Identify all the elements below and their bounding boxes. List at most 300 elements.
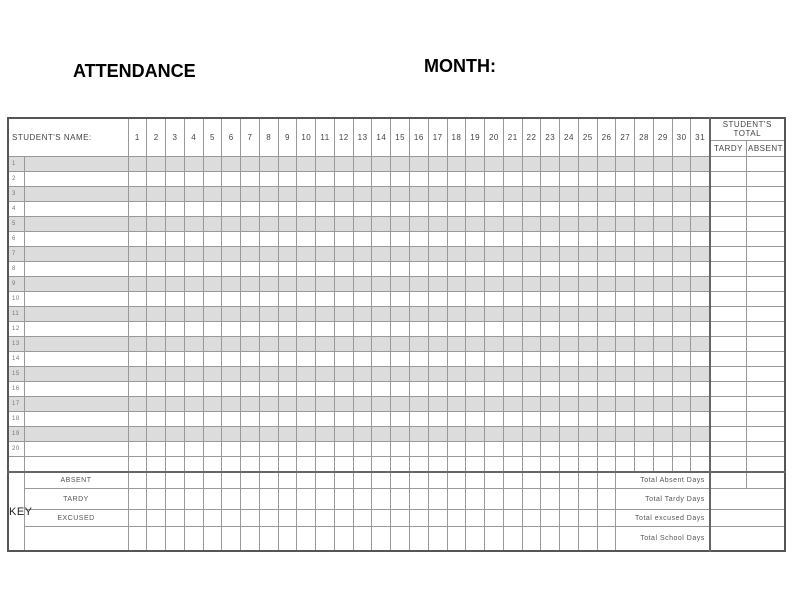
- student-name-cell[interactable]: [24, 217, 128, 232]
- attendance-cell[interactable]: [578, 337, 597, 352]
- attendance-cell[interactable]: [653, 367, 672, 382]
- attendance-cell[interactable]: [334, 307, 353, 322]
- attendance-cell[interactable]: [203, 352, 222, 367]
- attendance-cell[interactable]: [316, 457, 335, 473]
- student-name-cell[interactable]: [24, 427, 128, 442]
- attendance-cell[interactable]: [353, 262, 372, 277]
- attendance-cell[interactable]: [635, 442, 654, 457]
- attendance-cell[interactable]: [128, 217, 147, 232]
- attendance-cell[interactable]: [597, 337, 616, 352]
- attendance-cell[interactable]: [691, 292, 710, 307]
- attendance-cell[interactable]: [522, 202, 541, 217]
- attendance-cell[interactable]: [391, 337, 410, 352]
- attendance-cell[interactable]: [334, 187, 353, 202]
- attendance-cell[interactable]: [578, 202, 597, 217]
- attendance-cell[interactable]: [128, 412, 147, 427]
- attendance-cell[interactable]: [184, 337, 203, 352]
- absent-total-cell[interactable]: [747, 337, 785, 352]
- key-cell[interactable]: [241, 489, 260, 510]
- attendance-cell[interactable]: [222, 367, 241, 382]
- attendance-cell[interactable]: [560, 322, 579, 337]
- key-cell[interactable]: [316, 489, 335, 510]
- attendance-cell[interactable]: [466, 247, 485, 262]
- attendance-cell[interactable]: [259, 277, 278, 292]
- attendance-cell[interactable]: [635, 247, 654, 262]
- attendance-cell[interactable]: [278, 187, 297, 202]
- attendance-cell[interactable]: [485, 337, 504, 352]
- attendance-cell[interactable]: [466, 307, 485, 322]
- attendance-cell[interactable]: [372, 157, 391, 172]
- attendance-cell[interactable]: [485, 322, 504, 337]
- attendance-cell[interactable]: [259, 262, 278, 277]
- attendance-cell[interactable]: [485, 352, 504, 367]
- attendance-cell[interactable]: [391, 382, 410, 397]
- attendance-cell[interactable]: [672, 247, 691, 262]
- attendance-cell[interactable]: [447, 232, 466, 247]
- key-cell[interactable]: [372, 489, 391, 510]
- attendance-cell[interactable]: [522, 172, 541, 187]
- attendance-cell[interactable]: [447, 397, 466, 412]
- key-cell[interactable]: [166, 472, 185, 489]
- attendance-cell[interactable]: [372, 202, 391, 217]
- attendance-cell[interactable]: [372, 367, 391, 382]
- attendance-cell[interactable]: [297, 397, 316, 412]
- attendance-cell[interactable]: [241, 262, 260, 277]
- attendance-cell[interactable]: [353, 412, 372, 427]
- key-cell[interactable]: [278, 527, 297, 552]
- attendance-cell[interactable]: [466, 367, 485, 382]
- attendance-cell[interactable]: [241, 427, 260, 442]
- attendance-cell[interactable]: [428, 307, 447, 322]
- attendance-cell[interactable]: [184, 382, 203, 397]
- attendance-cell[interactable]: [503, 457, 522, 473]
- attendance-cell[interactable]: [316, 352, 335, 367]
- attendance-cell[interactable]: [691, 442, 710, 457]
- attendance-cell[interactable]: [203, 247, 222, 262]
- attendance-cell[interactable]: [259, 322, 278, 337]
- attendance-cell[interactable]: [691, 232, 710, 247]
- key-cell[interactable]: [203, 527, 222, 552]
- attendance-cell[interactable]: [635, 412, 654, 427]
- attendance-cell[interactable]: [334, 337, 353, 352]
- attendance-cell[interactable]: [278, 457, 297, 473]
- attendance-cell[interactable]: [503, 382, 522, 397]
- attendance-cell[interactable]: [372, 307, 391, 322]
- attendance-cell[interactable]: [297, 307, 316, 322]
- attendance-cell[interactable]: [503, 322, 522, 337]
- attendance-cell[interactable]: [241, 232, 260, 247]
- attendance-cell[interactable]: [653, 337, 672, 352]
- attendance-cell[interactable]: [503, 247, 522, 262]
- attendance-cell[interactable]: [166, 247, 185, 262]
- absent-total-cell[interactable]: [747, 307, 785, 322]
- key-cell[interactable]: [147, 510, 166, 527]
- attendance-cell[interactable]: [653, 157, 672, 172]
- attendance-cell[interactable]: [297, 322, 316, 337]
- attendance-cell[interactable]: [428, 232, 447, 247]
- attendance-cell[interactable]: [541, 157, 560, 172]
- attendance-cell[interactable]: [203, 202, 222, 217]
- attendance-cell[interactable]: [466, 352, 485, 367]
- attendance-cell[interactable]: [466, 172, 485, 187]
- attendance-cell[interactable]: [691, 202, 710, 217]
- key-cell[interactable]: [278, 510, 297, 527]
- attendance-cell[interactable]: [503, 157, 522, 172]
- attendance-cell[interactable]: [241, 307, 260, 322]
- attendance-cell[interactable]: [672, 202, 691, 217]
- attendance-cell[interactable]: [410, 412, 429, 427]
- key-cell[interactable]: [447, 527, 466, 552]
- student-name-cell[interactable]: [24, 157, 128, 172]
- attendance-cell[interactable]: [522, 412, 541, 427]
- key-cell[interactable]: [428, 472, 447, 489]
- attendance-cell[interactable]: [578, 322, 597, 337]
- attendance-cell[interactable]: [184, 322, 203, 337]
- attendance-cell[interactable]: [616, 157, 635, 172]
- attendance-cell[interactable]: [541, 262, 560, 277]
- attendance-cell[interactable]: [147, 232, 166, 247]
- attendance-cell[interactable]: [203, 262, 222, 277]
- attendance-cell[interactable]: [391, 352, 410, 367]
- attendance-cell[interactable]: [391, 217, 410, 232]
- attendance-cell[interactable]: [485, 202, 504, 217]
- attendance-cell[interactable]: [334, 442, 353, 457]
- attendance-cell[interactable]: [166, 442, 185, 457]
- attendance-cell[interactable]: [278, 427, 297, 442]
- attendance-cell[interactable]: [166, 367, 185, 382]
- attendance-cell[interactable]: [147, 217, 166, 232]
- attendance-cell[interactable]: [353, 307, 372, 322]
- key-cell[interactable]: [560, 489, 579, 510]
- attendance-cell[interactable]: [578, 307, 597, 322]
- attendance-cell[interactable]: [222, 262, 241, 277]
- attendance-cell[interactable]: [410, 262, 429, 277]
- attendance-cell[interactable]: [372, 247, 391, 262]
- key-cell[interactable]: [297, 510, 316, 527]
- attendance-cell[interactable]: [128, 262, 147, 277]
- attendance-cell[interactable]: [503, 202, 522, 217]
- attendance-cell[interactable]: [203, 427, 222, 442]
- attendance-cell[interactable]: [466, 232, 485, 247]
- attendance-cell[interactable]: [334, 277, 353, 292]
- attendance-cell[interactable]: [616, 367, 635, 382]
- attendance-cell[interactable]: [503, 427, 522, 442]
- attendance-cell[interactable]: [372, 382, 391, 397]
- attendance-cell[interactable]: [147, 397, 166, 412]
- attendance-cell[interactable]: [278, 382, 297, 397]
- attendance-cell[interactable]: [391, 202, 410, 217]
- attendance-cell[interactable]: [278, 307, 297, 322]
- absent-total-cell[interactable]: [747, 352, 785, 367]
- key-cell[interactable]: [578, 472, 597, 489]
- attendance-cell[interactable]: [259, 412, 278, 427]
- attendance-cell[interactable]: [672, 292, 691, 307]
- key-cell[interactable]: [222, 527, 241, 552]
- attendance-cell[interactable]: [428, 277, 447, 292]
- attendance-cell[interactable]: [597, 442, 616, 457]
- attendance-cell[interactable]: [297, 427, 316, 442]
- attendance-cell[interactable]: [166, 277, 185, 292]
- key-cell[interactable]: [560, 510, 579, 527]
- key-cell[interactable]: [316, 472, 335, 489]
- attendance-cell[interactable]: [147, 157, 166, 172]
- attendance-cell[interactable]: [616, 217, 635, 232]
- attendance-cell[interactable]: [222, 337, 241, 352]
- attendance-cell[interactable]: [578, 412, 597, 427]
- attendance-cell[interactable]: [466, 292, 485, 307]
- attendance-cell[interactable]: [203, 277, 222, 292]
- attendance-cell[interactable]: [222, 247, 241, 262]
- attendance-cell[interactable]: [278, 412, 297, 427]
- attendance-cell[interactable]: [410, 337, 429, 352]
- attendance-cell[interactable]: [635, 397, 654, 412]
- attendance-cell[interactable]: [128, 277, 147, 292]
- attendance-cell[interactable]: [391, 247, 410, 262]
- attendance-cell[interactable]: [166, 232, 185, 247]
- attendance-cell[interactable]: [316, 187, 335, 202]
- attendance-cell[interactable]: [353, 292, 372, 307]
- attendance-cell[interactable]: [672, 217, 691, 232]
- key-cell[interactable]: [166, 510, 185, 527]
- attendance-cell[interactable]: [316, 427, 335, 442]
- attendance-cell[interactable]: [147, 292, 166, 307]
- attendance-cell[interactable]: [428, 322, 447, 337]
- attendance-cell[interactable]: [353, 457, 372, 473]
- key-cell[interactable]: [522, 489, 541, 510]
- key-cell[interactable]: [259, 472, 278, 489]
- attendance-cell[interactable]: [466, 427, 485, 442]
- attendance-cell[interactable]: [428, 382, 447, 397]
- attendance-cell[interactable]: [485, 217, 504, 232]
- attendance-cell[interactable]: [466, 262, 485, 277]
- attendance-cell[interactable]: [428, 412, 447, 427]
- attendance-cell[interactable]: [691, 262, 710, 277]
- attendance-cell[interactable]: [316, 442, 335, 457]
- attendance-cell[interactable]: [616, 412, 635, 427]
- attendance-cell[interactable]: [297, 352, 316, 367]
- attendance-cell[interactable]: [578, 277, 597, 292]
- attendance-cell[interactable]: [466, 202, 485, 217]
- tardy-total-cell[interactable]: [710, 172, 747, 187]
- attendance-cell[interactable]: [203, 337, 222, 352]
- key-cell[interactable]: [466, 489, 485, 510]
- attendance-cell[interactable]: [597, 367, 616, 382]
- attendance-cell[interactable]: [222, 307, 241, 322]
- attendance-cell[interactable]: [578, 427, 597, 442]
- attendance-cell[interactable]: [522, 157, 541, 172]
- attendance-cell[interactable]: [372, 187, 391, 202]
- attendance-cell[interactable]: [578, 232, 597, 247]
- summary-value-cell[interactable]: [710, 489, 785, 510]
- attendance-cell[interactable]: [616, 292, 635, 307]
- attendance-cell[interactable]: [372, 412, 391, 427]
- absent-total-cell[interactable]: [747, 412, 785, 427]
- attendance-cell[interactable]: [184, 232, 203, 247]
- attendance-cell[interactable]: [541, 397, 560, 412]
- attendance-cell[interactable]: [241, 247, 260, 262]
- attendance-cell[interactable]: [203, 292, 222, 307]
- key-cell[interactable]: [541, 527, 560, 552]
- student-name-cell[interactable]: [24, 337, 128, 352]
- attendance-cell[interactable]: [672, 352, 691, 367]
- attendance-cell[interactable]: [635, 202, 654, 217]
- attendance-cell[interactable]: [560, 307, 579, 322]
- tardy-total-cell[interactable]: [710, 382, 747, 397]
- attendance-cell[interactable]: [672, 457, 691, 473]
- key-cell[interactable]: [391, 510, 410, 527]
- attendance-cell[interactable]: [166, 292, 185, 307]
- attendance-cell[interactable]: [485, 247, 504, 262]
- attendance-cell[interactable]: [428, 247, 447, 262]
- attendance-cell[interactable]: [166, 337, 185, 352]
- attendance-cell[interactable]: [522, 217, 541, 232]
- key-cell[interactable]: [316, 510, 335, 527]
- tardy-total-cell[interactable]: [710, 352, 747, 367]
- attendance-cell[interactable]: [184, 247, 203, 262]
- attendance-cell[interactable]: [166, 172, 185, 187]
- attendance-cell[interactable]: [447, 337, 466, 352]
- student-name-cell[interactable]: [24, 262, 128, 277]
- key-cell[interactable]: [128, 489, 147, 510]
- absent-total-cell[interactable]: [747, 202, 785, 217]
- key-cell[interactable]: [410, 489, 429, 510]
- attendance-cell[interactable]: [278, 367, 297, 382]
- attendance-cell[interactable]: [203, 382, 222, 397]
- attendance-cell[interactable]: [222, 352, 241, 367]
- attendance-cell[interactable]: [597, 277, 616, 292]
- key-cell[interactable]: [541, 472, 560, 489]
- attendance-cell[interactable]: [635, 367, 654, 382]
- attendance-cell[interactable]: [560, 352, 579, 367]
- attendance-cell[interactable]: [635, 172, 654, 187]
- attendance-cell[interactable]: [447, 412, 466, 427]
- attendance-cell[interactable]: [691, 337, 710, 352]
- attendance-cell[interactable]: [372, 442, 391, 457]
- attendance-cell[interactable]: [578, 367, 597, 382]
- attendance-cell[interactable]: [447, 457, 466, 473]
- attendance-cell[interactable]: [278, 292, 297, 307]
- attendance-cell[interactable]: [560, 172, 579, 187]
- attendance-cell[interactable]: [541, 337, 560, 352]
- attendance-cell[interactable]: [503, 307, 522, 322]
- attendance-cell[interactable]: [203, 217, 222, 232]
- attendance-cell[interactable]: [203, 187, 222, 202]
- attendance-cell[interactable]: [447, 322, 466, 337]
- absent-total-cell[interactable]: [747, 442, 785, 457]
- attendance-cell[interactable]: [503, 412, 522, 427]
- key-cell[interactable]: [203, 472, 222, 489]
- attendance-cell[interactable]: [353, 187, 372, 202]
- attendance-cell[interactable]: [597, 397, 616, 412]
- attendance-cell[interactable]: [541, 427, 560, 442]
- attendance-cell[interactable]: [560, 442, 579, 457]
- attendance-cell[interactable]: [222, 217, 241, 232]
- attendance-cell[interactable]: [466, 442, 485, 457]
- attendance-cell[interactable]: [597, 187, 616, 202]
- attendance-cell[interactable]: [541, 457, 560, 473]
- tardy-total-cell[interactable]: [710, 247, 747, 262]
- attendance-cell[interactable]: [410, 157, 429, 172]
- attendance-cell[interactable]: [166, 457, 185, 473]
- attendance-cell[interactable]: [560, 232, 579, 247]
- attendance-cell[interactable]: [166, 262, 185, 277]
- attendance-cell[interactable]: [485, 277, 504, 292]
- attendance-cell[interactable]: [447, 277, 466, 292]
- attendance-cell[interactable]: [222, 457, 241, 473]
- attendance-cell[interactable]: [616, 307, 635, 322]
- attendance-cell[interactable]: [410, 292, 429, 307]
- attendance-cell[interactable]: [560, 187, 579, 202]
- student-name-cell[interactable]: [24, 322, 128, 337]
- attendance-cell[interactable]: [334, 322, 353, 337]
- attendance-cell[interactable]: [485, 412, 504, 427]
- attendance-cell[interactable]: [147, 307, 166, 322]
- attendance-cell[interactable]: [597, 247, 616, 262]
- attendance-cell[interactable]: [410, 442, 429, 457]
- attendance-cell[interactable]: [147, 352, 166, 367]
- attendance-cell[interactable]: [166, 397, 185, 412]
- attendance-cell[interactable]: [297, 337, 316, 352]
- attendance-cell[interactable]: [653, 457, 672, 473]
- key-cell[interactable]: [316, 527, 335, 552]
- attendance-cell[interactable]: [503, 397, 522, 412]
- attendance-cell[interactable]: [353, 172, 372, 187]
- attendance-cell[interactable]: [560, 262, 579, 277]
- attendance-cell[interactable]: [560, 202, 579, 217]
- attendance-cell[interactable]: [560, 217, 579, 232]
- attendance-cell[interactable]: [222, 382, 241, 397]
- student-name-cell[interactable]: [24, 247, 128, 262]
- key-cell[interactable]: [391, 489, 410, 510]
- attendance-cell[interactable]: [166, 427, 185, 442]
- attendance-cell[interactable]: [128, 232, 147, 247]
- attendance-cell[interactable]: [128, 367, 147, 382]
- attendance-cell[interactable]: [166, 157, 185, 172]
- attendance-cell[interactable]: [128, 427, 147, 442]
- attendance-cell[interactable]: [353, 367, 372, 382]
- attendance-cell[interactable]: [147, 457, 166, 473]
- attendance-cell[interactable]: [410, 307, 429, 322]
- key-cell[interactable]: [353, 527, 372, 552]
- attendance-cell[interactable]: [184, 457, 203, 473]
- attendance-cell[interactable]: [128, 322, 147, 337]
- attendance-cell[interactable]: [410, 352, 429, 367]
- attendance-cell[interactable]: [541, 292, 560, 307]
- attendance-cell[interactable]: [428, 217, 447, 232]
- attendance-cell[interactable]: [297, 277, 316, 292]
- attendance-cell[interactable]: [391, 157, 410, 172]
- attendance-cell[interactable]: [447, 157, 466, 172]
- attendance-cell[interactable]: [297, 442, 316, 457]
- attendance-cell[interactable]: [597, 382, 616, 397]
- key-cell[interactable]: [466, 510, 485, 527]
- attendance-cell[interactable]: [616, 397, 635, 412]
- student-name-cell[interactable]: [24, 367, 128, 382]
- attendance-cell[interactable]: [353, 277, 372, 292]
- attendance-cell[interactable]: [391, 292, 410, 307]
- attendance-cell[interactable]: [259, 397, 278, 412]
- attendance-cell[interactable]: [166, 412, 185, 427]
- key-cell[interactable]: [410, 472, 429, 489]
- attendance-cell[interactable]: [522, 322, 541, 337]
- attendance-cell[interactable]: [391, 457, 410, 473]
- attendance-cell[interactable]: [278, 202, 297, 217]
- key-cell[interactable]: [184, 510, 203, 527]
- attendance-cell[interactable]: [541, 172, 560, 187]
- attendance-cell[interactable]: [391, 232, 410, 247]
- attendance-cell[interactable]: [316, 232, 335, 247]
- key-cell[interactable]: [147, 489, 166, 510]
